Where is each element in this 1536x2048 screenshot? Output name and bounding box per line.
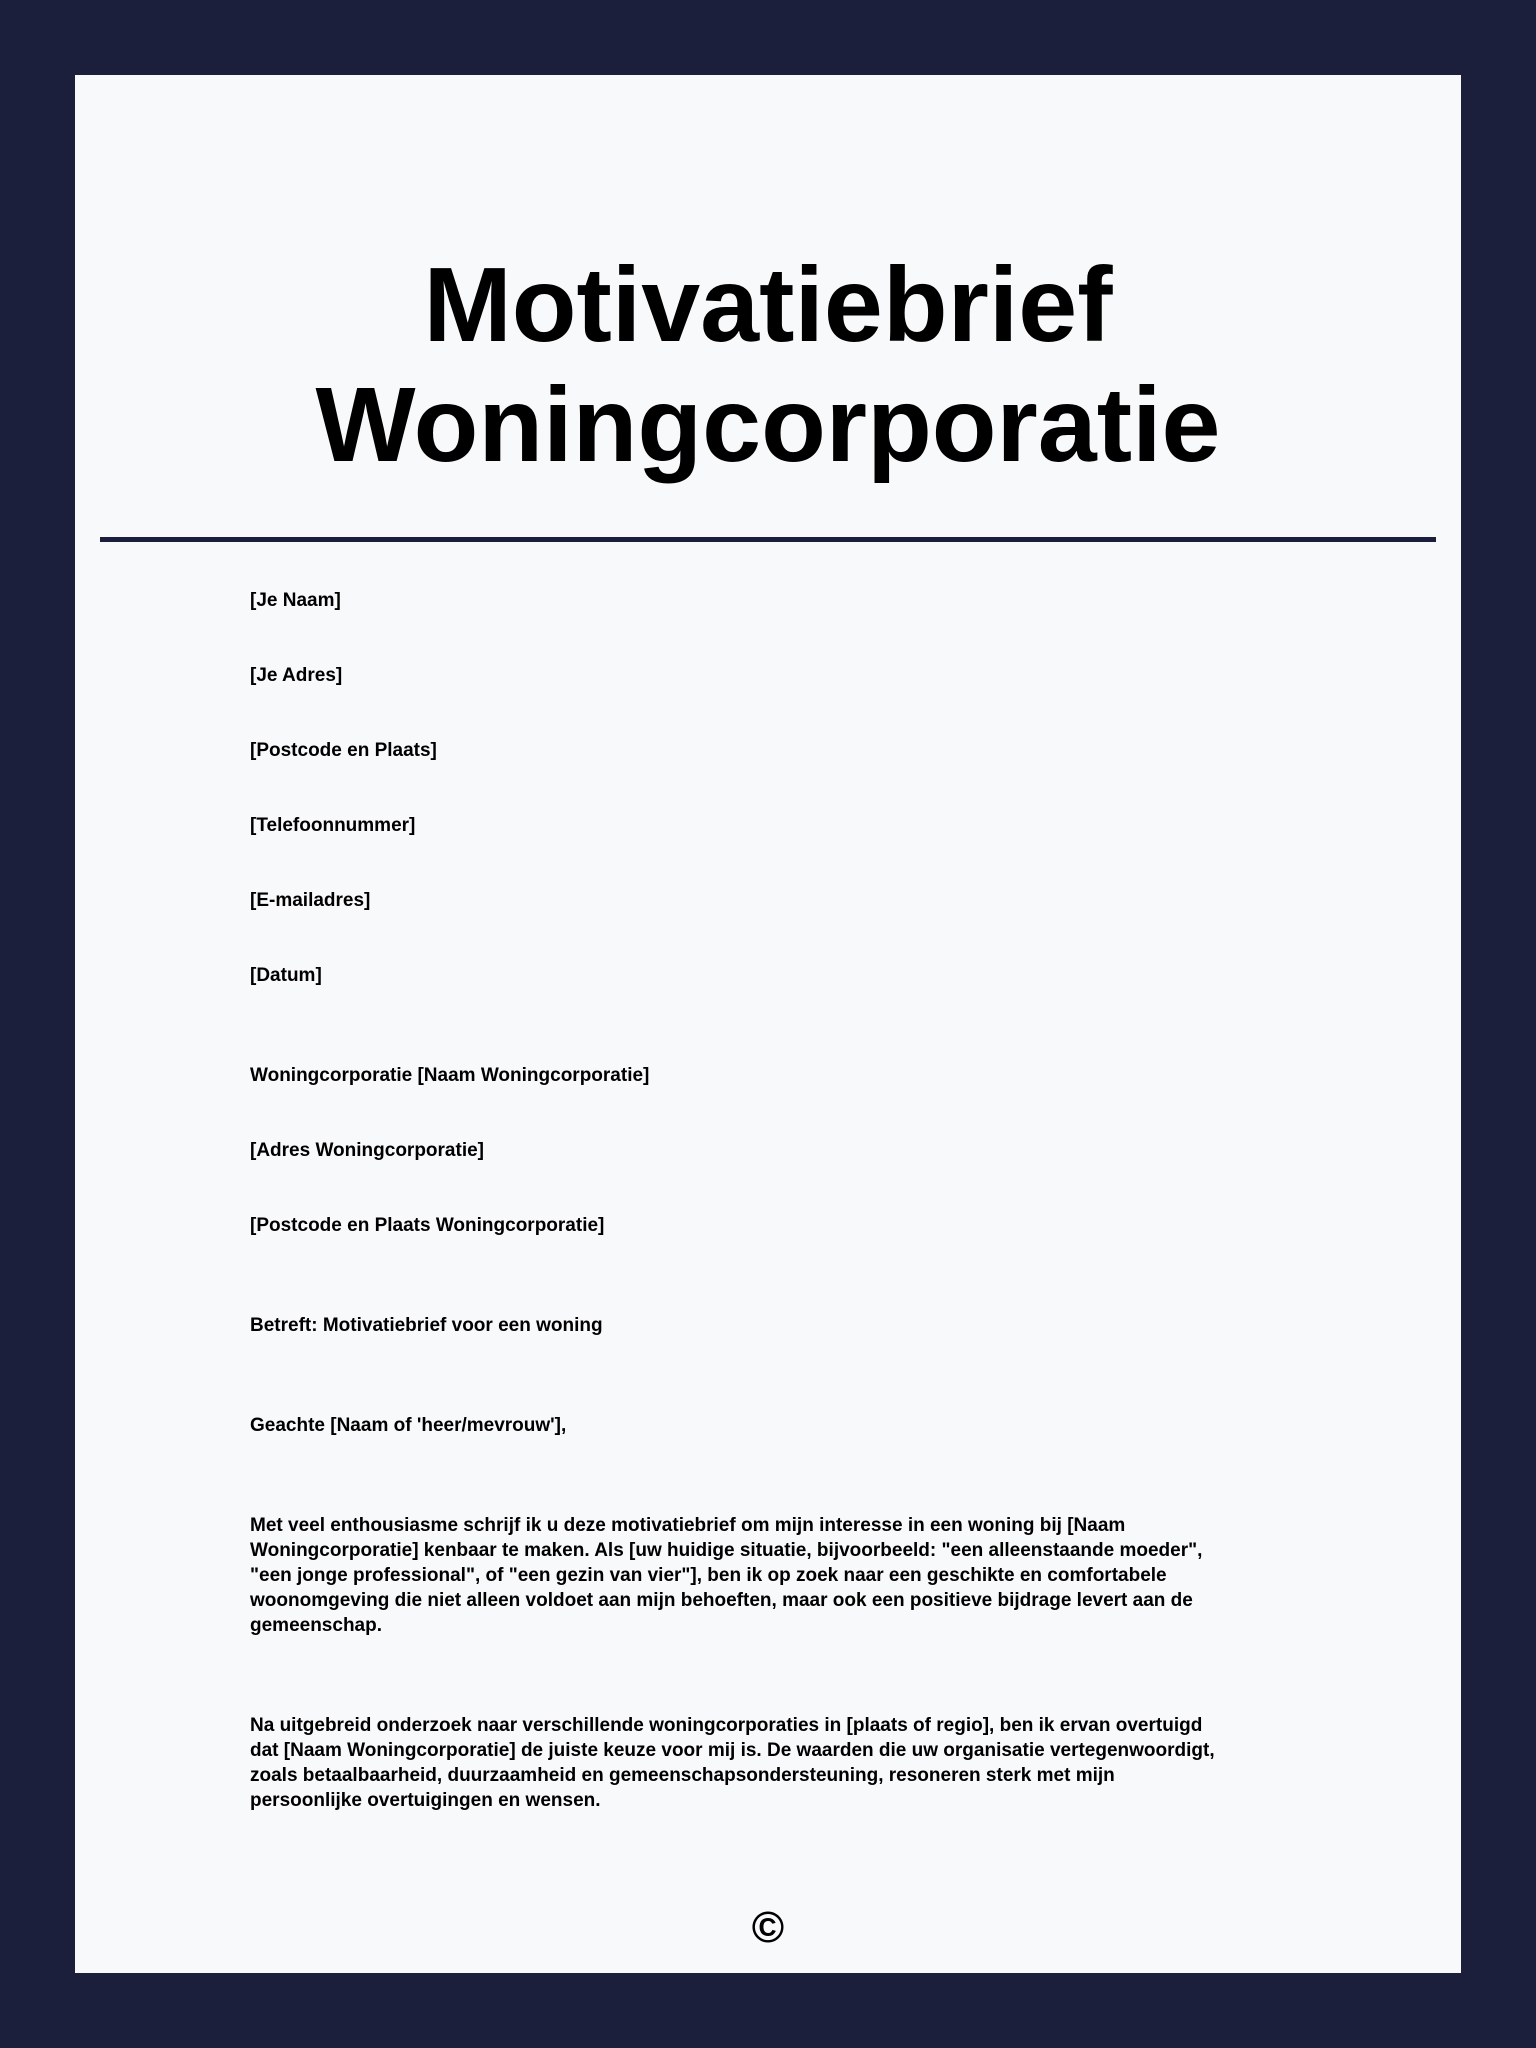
sender-name: [Je Naam] [250,590,341,611]
page-title [75,245,1461,485]
copyright-icon: © [751,1903,785,1952]
letter-date: [Datum] [250,965,322,986]
letter-paragraph-1: Met veel enthousiasme schrijf ik u deze motivatiebrief om mijn interesse in een woning bij [Naam Woningcorporatie] kenbaar te maken. Als [uw huidige situatie, bijvoorbeeld: "een alleenstaande moeder", "een jonge professional", of "een gezin van vier"], ben ik op zoek naar een geschikte en comfortabele woonomgeving die niet alleen voldoet aan mijn behoeften, maar ook een positieve bijdrage levert aan de gemeenschap. [250,1515,1203,1636]
sender-email: [E-mailadres] [250,890,371,911]
letter-paragraph-2: Na uitgebreid onderzoek naar verschillende woningcorporaties in [plaats of regio], ben ik ervan overtuigd dat [Naam Woningcorporatie] de juiste keuze voor mij is. De waarden die uw organisatie vertegenwoordigt, zoals betaalbaarheid, duurzaamheid en gemeenschapsondersteuning, resoneren sterk met mijn persoonlijke overtuigingen en wensen. [250,1715,1215,1811]
letter-salutation: Geachte [Naam of 'heer/mevrouw'], [250,1415,567,1436]
recipient-address: [Adres Woningcorporatie] [250,1140,484,1161]
title-divider [100,537,1436,542]
document-page [75,75,1461,1973]
title-line-1: Motivatiebrief [423,246,1113,364]
sender-phone: [Telefoonnummer] [250,815,416,836]
sender-postcode-city: [Postcode en Plaats] [250,740,437,761]
recipient-postcode-city: [Postcode en Plaats Woningcorporatie] [250,1215,605,1236]
sender-address: [Je Adres] [250,665,343,686]
recipient-name: Woningcorporatie [Naam Woningcorporatie] [250,1065,650,1086]
letter-subject: Betreft: Motivatiebrief voor een woning [250,1315,603,1336]
title-line-2: Woningcorporatie [315,366,1221,484]
